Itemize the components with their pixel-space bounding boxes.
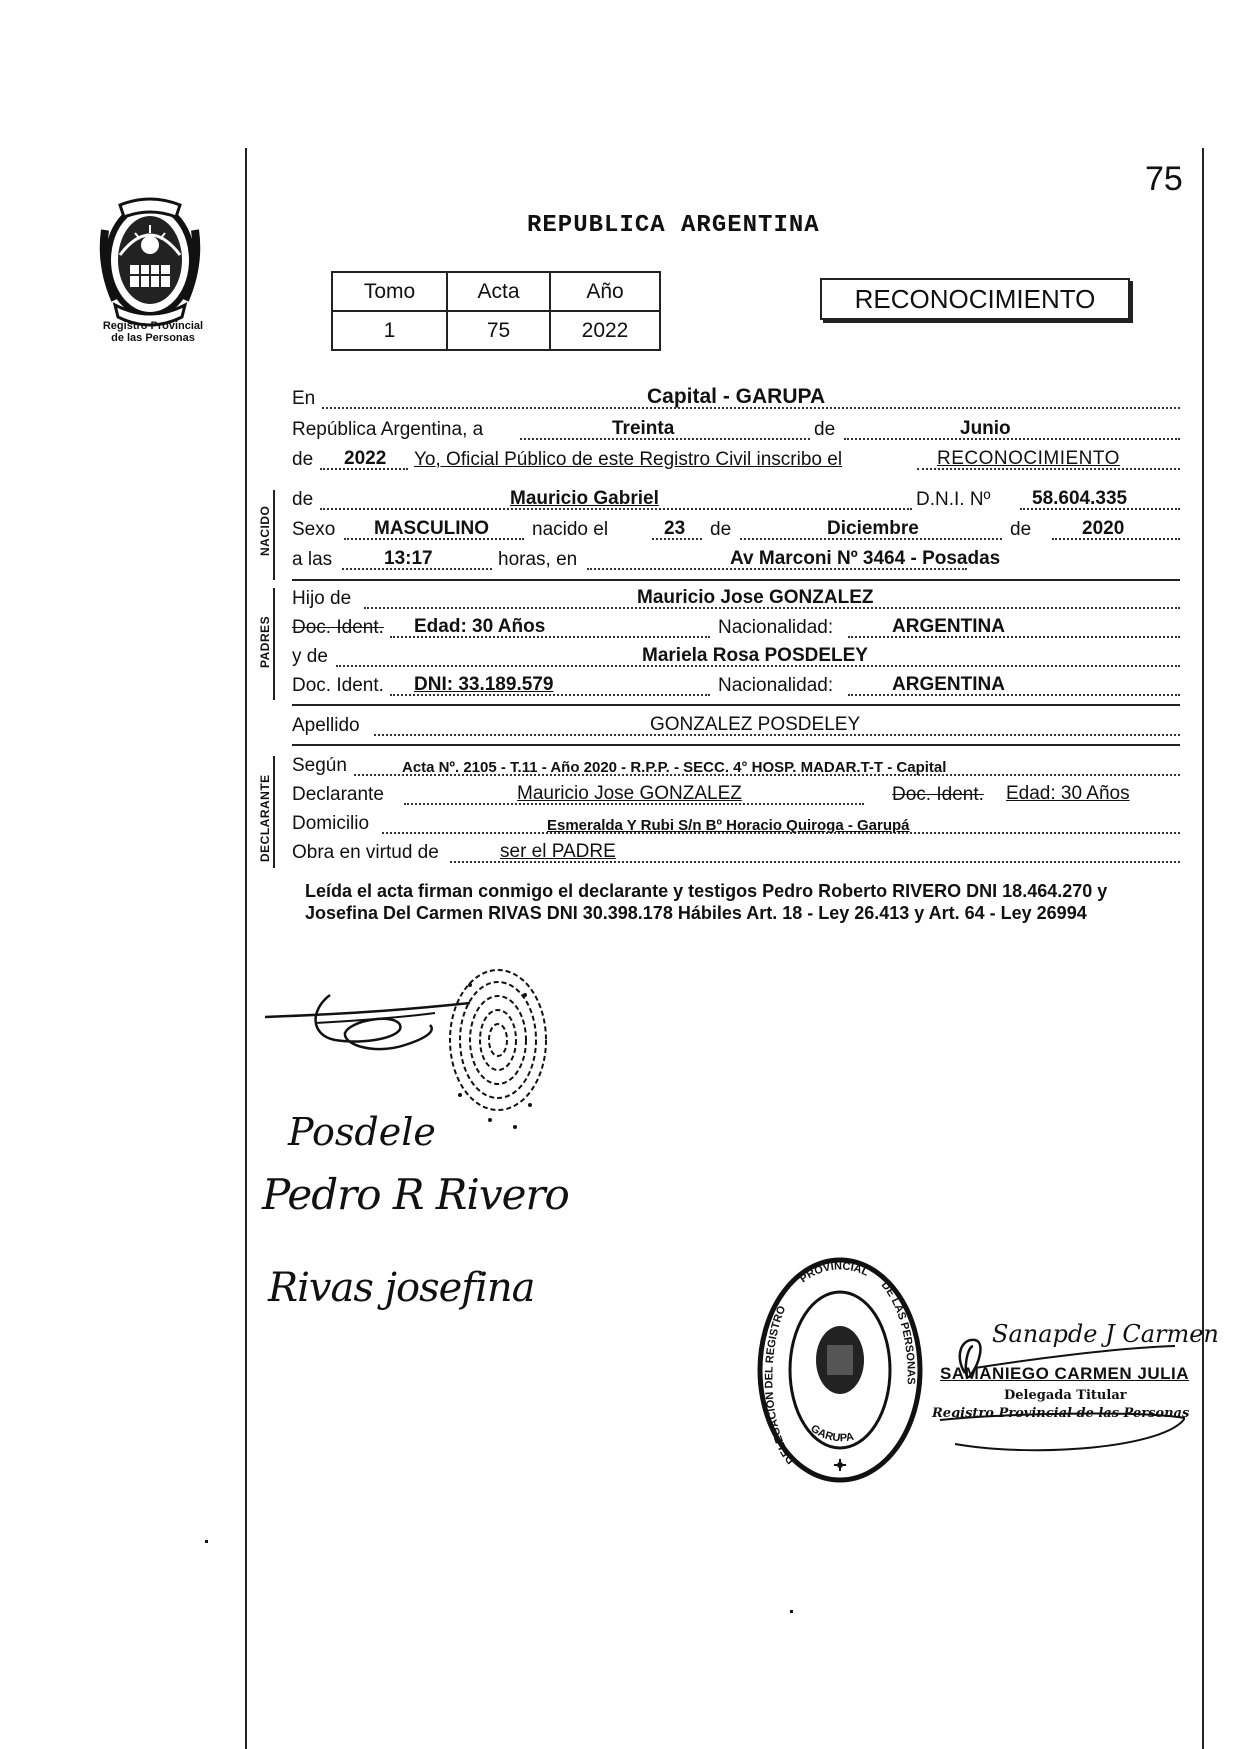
father-nat-label: Nacionalidad: <box>718 617 834 638</box>
registry-table-header-row <box>332 272 660 311</box>
value-acta: 75 <box>447 311 550 350</box>
republica-label: República Argentina, a <box>292 419 484 440</box>
dni-label: D.N.I. Nº <box>916 489 991 510</box>
hijo-label: Hijo de <box>292 588 352 609</box>
row-en <box>292 385 1182 413</box>
act-type-box: RECONOCIMIENTO <box>820 278 1130 320</box>
birth-de-label: de <box>710 519 732 540</box>
dni-value: 58.604.335 <box>1032 488 1128 509</box>
sexo-label: Sexo <box>292 519 336 540</box>
time-value: 13:17 <box>384 548 433 569</box>
nacido-label: nacido el <box>532 519 609 540</box>
misiones-coat-of-arms-icon <box>90 195 210 335</box>
domicilio-value: Esmeralda Y Rubi S/n Bº Horacio Quiroga - Garupá <box>547 817 910 834</box>
rule-after-nacido <box>292 579 1180 581</box>
en-value: Capital - GARUPA <box>647 385 826 408</box>
month-value: Junio <box>960 418 1011 439</box>
row-padre <box>292 585 1182 613</box>
birth-de2-label: de <box>1010 519 1032 540</box>
padres-bar <box>273 588 275 700</box>
de-year-label: de <box>292 449 314 470</box>
official-office: Registro Provincial de las Personas <box>932 1406 1190 1421</box>
father-nat-value: ARGENTINA <box>892 616 1005 637</box>
father-value: Mauricio Jose GONZALEZ <box>637 587 874 608</box>
fingerprint-icon <box>430 955 565 1140</box>
en-label: En <box>292 388 316 409</box>
logo-caption <box>78 320 228 344</box>
seal-text-right: DE LAS PERSONAS <box>878 1279 917 1385</box>
closing-text: Leída el acta firman conmigo el declarante y testigos Pedro Roberto RIVERO DNI 18.464.270 y Josefina Del Carmen RIVAS DNI 30.398.178 Hábiles Art. 18 - Ley 26.413 y Art. 64 - Ley 26994 <box>305 881 1108 923</box>
padres-section-label: PADRES <box>258 615 272 668</box>
month-dots <box>844 438 1180 440</box>
declarante-section-label: DECLARANTE <box>258 774 272 862</box>
mother-nat-value: ARGENTINA <box>892 674 1005 695</box>
obra-value: ser el PADRE <box>500 841 616 862</box>
name-value: Mauricio Gabriel <box>510 488 659 509</box>
row-madre-doc <box>292 672 1182 700</box>
row-padre-doc <box>292 614 1182 642</box>
mother-doc-label: Doc. Ident. <box>292 675 384 696</box>
official-title: Delegada Titular <box>1004 1388 1127 1403</box>
declarante-value: Mauricio Jose GONZALEZ <box>517 783 742 804</box>
seal-text-top: PROVINCIAL <box>797 1260 871 1286</box>
apellido-value: GONZALEZ POSDELEY <box>650 714 861 735</box>
row-hora <box>292 546 1182 574</box>
registry-seal-icon <box>755 1255 925 1495</box>
witness-signature-rivero: Pedro R Rivero <box>262 1170 569 1219</box>
row-madre <box>292 643 1182 671</box>
birth-day-value: 23 <box>664 518 686 539</box>
left-margin-line <box>245 148 247 1749</box>
de-label: de <box>814 419 836 440</box>
rule-after-padres <box>292 704 1180 706</box>
country-title: REPUBLICA ARGENTINA <box>527 212 820 239</box>
mother-value: Mariela Rosa POSDELEY <box>642 645 868 666</box>
page-number: 75 <box>1145 160 1183 198</box>
value-tomo: 1 <box>332 311 447 350</box>
row-declarante <box>292 781 1182 809</box>
official-handwritten-signature: Sanapde J Carmen <box>992 1320 1219 1348</box>
official-name: SAMANIEGO CARMEN JULIA <box>940 1364 1190 1383</box>
declarante-doc-label: Doc. Ident. <box>892 784 984 805</box>
row-fecha <box>292 416 1182 444</box>
row-domicilio <box>292 810 1182 838</box>
header-tomo: Tomo <box>332 272 447 311</box>
row-segun <box>292 752 1182 780</box>
row-sexo <box>292 516 1182 544</box>
yo-text: Yo, Oficial Público de este Registro Civil inscribo el <box>414 449 843 470</box>
seal-text-inner: GARUPA <box>808 1422 855 1445</box>
row-obra <box>292 839 1182 867</box>
right-margin-line <box>1202 148 1204 1749</box>
row-inscribe <box>292 446 1182 474</box>
logo-caption-line2: de las Personas <box>111 332 195 344</box>
day-value: Treinta <box>612 418 675 439</box>
header-ano: Año <box>550 272 660 311</box>
name-label: de <box>292 489 314 510</box>
father-doc-value: Edad: 30 Años <box>414 616 546 637</box>
value-ano: 2022 <box>550 311 660 350</box>
nacido-bar <box>273 490 275 580</box>
y-de-label: y de <box>292 646 328 667</box>
inscribe-value: RECONOCIMIENTO <box>937 448 1120 469</box>
witness-signature-rivas: Rivas josefina <box>268 1265 535 1311</box>
year-value: 2022 <box>344 448 387 469</box>
seal-text-left: DELEGACION DEL REGISTRO <box>763 1304 798 1466</box>
row-nombre <box>292 486 1182 514</box>
mother-nat-label: Nacionalidad: <box>718 675 834 696</box>
birth-month-value: Diciembre <box>827 518 919 539</box>
birth-year-value: 2020 <box>1082 518 1125 539</box>
mother-doc-value: DNI: 33.189.579 <box>414 674 554 695</box>
horas-label: horas, en <box>498 549 578 570</box>
row-apellido <box>292 712 1182 740</box>
header-acta: Acta <box>447 272 550 311</box>
scan-speck <box>205 1540 208 1543</box>
domicilio-label: Domicilio <box>292 813 370 834</box>
segun-label: Según <box>292 755 347 776</box>
scan-speck <box>790 1610 793 1613</box>
declarante-doc-value: Edad: 30 Años <box>1006 783 1130 804</box>
segun-value: Acta Nº. 2105 - T.11 - Año 2020 - R.P.P. - SECC. 4° HOSP. MADAR.T-T - Capital <box>402 759 947 776</box>
registry-table <box>331 271 661 351</box>
logo-caption-line1: Registro Provincial <box>102 320 204 332</box>
obra-label: Obra en virtud de <box>292 842 439 863</box>
rule-after-apellido <box>292 744 1180 746</box>
place-value: Av Marconi Nº 3464 - Posadas <box>730 548 1001 569</box>
declarante-bar <box>273 756 275 868</box>
registry-table-value-row <box>332 311 660 350</box>
parent-signature-posdeley: Posdele <box>288 1110 436 1154</box>
sexo-value: MASCULINO <box>374 518 490 539</box>
nacido-section-label: NACIDO <box>258 505 272 556</box>
apellido-label: Apellido <box>292 715 360 736</box>
a-las-label: a las <box>292 549 333 570</box>
declarante-label: Declarante <box>292 784 384 805</box>
father-doc-label: Doc. Ident. <box>292 617 384 638</box>
